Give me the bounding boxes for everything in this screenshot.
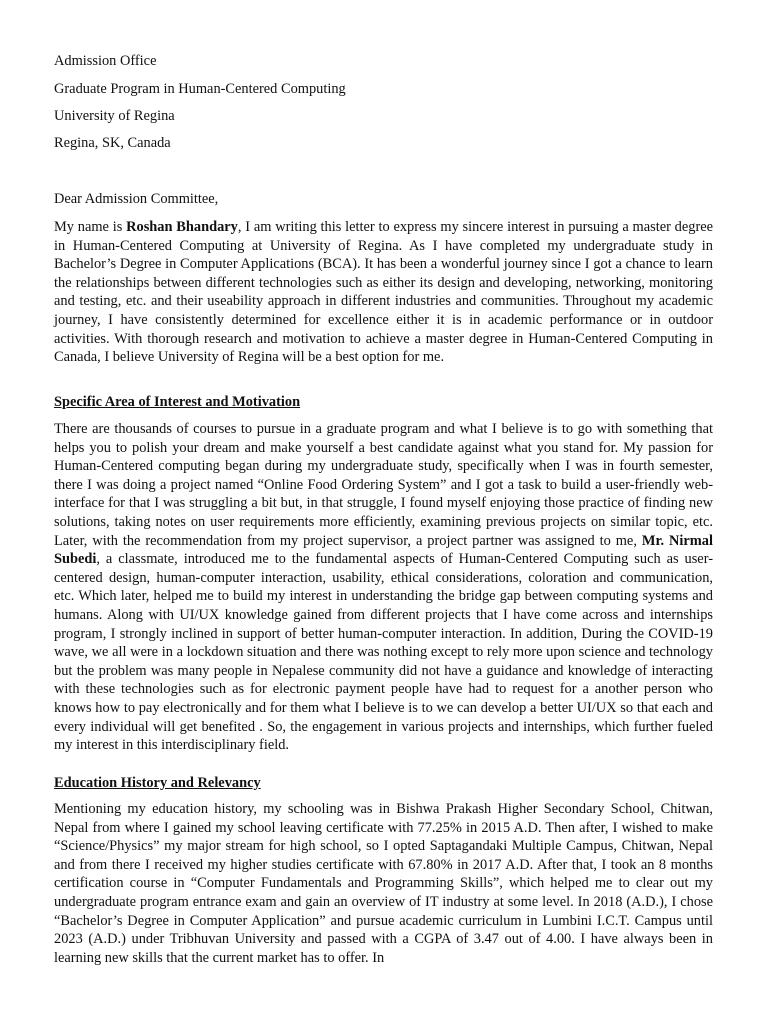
salutation: Dear Admission Committee, (54, 191, 219, 207)
intro-paragraph (54, 218, 713, 367)
applicant-name: Roshan Bhandary (126, 219, 238, 235)
address-line-university: University of Regina (54, 108, 175, 124)
partner-name: Mr. Nirmal Subedi (54, 532, 713, 568)
intro-text-start: My name is (54, 219, 127, 235)
interest-text-start: There are thousands of courses to pursue in a graduate program and what I believe is to go with something that helps you to polish your dream and make yourself a best candidate against what you stand for. My passion for Human-Centered computing began during my undergraduate study, specifically when I was in fourth semester, there I was doing a project named “Online Food Ordering System” and I got a task to build a user-friendly web-interface for that I was struggling a bit but, in that struggle, I found myself enjoying those practice of finding new solutions, taking notes on user requirements more efficiently, examining previous projects on similar topic, etc. Later, with the recommendation from my project supervisor, a project partner was assigned to me, (54, 421, 713, 549)
intro-text-rest: , I am writing this letter to express my sincere interest in pursuing a master degree in Human-Centered Computing at University of Regina. As I have completed my undergraduate study in Bachelor’s Degree in Computer Applications (BCA). It has been a wonderful journey since I got a chance to learn the relationships between different technologies such as either its design and developing, networking, monitoring and testing, etc. and their useability approach in different industries and communities. Throughout my academic journey, I have consistently determined for excellence either it is in academic performance or in outdoor activities. With thorough research and motivation to achieve a master degree in Human-Centered Computing in Canada, I believe University of Regina will be a best option for me. (54, 219, 714, 366)
address-line-office: Admission Office (54, 53, 157, 69)
education-paragraph: Mentioning my education history, my schooling was in Bishwa Prakash Higher Secondary School, Chitwan, Nepal from where I gained my school leaving certificate with 77.25% in 2015 A.D. Then after, I wished to make “Science/Physics” my major stream for high school, so I opted Saptagandaki Multiple Campus, Chitwan, Nepal and from there I received my higher studies certificate with 67.80% in 2017 A.D. After that, I took an 8 months certification course in “Computer Fundamentals and Programming Skills”, which helped me to clear out my undergraduate program entrance exam and gain an overview of IT industry at some level. In 2018 (A.D.), I chose “Bachelor’s Degree in Computer Application” and pursue academic curriculum in Lumbini I.C.T. Campus until 2023 (A.D.) under Tribhuvan University and passed with a CGPA of 3.47 out of 4.00. I have always been in learning new skills that the current market has to offer. In (54, 801, 713, 966)
address-line-location: Regina, SK, Canada (54, 135, 171, 151)
interest-paragraph (54, 420, 713, 755)
interest-text-rest: , a classmate, introduced me to the fundamental aspects of Human-Centered Computing such as user-centered design, human-computer interaction, usability, ethical considerations, coloration and communication, etc. Which later, helped me to build my interest in understanding the bridge gap between computing systems and humans. Along with UI/UX knowledge gained from different projects that I have come across and internships program, I strongly inclined in support of better human-computer interaction. In addition, During the COVID-19 wave, we all were in a lockdown situation and there was nothing except to rely more upon science and technology but the problem was many people in Nepalese community did not have a guidance and knowledge of interacting with these technologies such as for electronic payment people have had to request for a another person who knows how to pay electronically and for them what I believe is to we can develop a better UI/UX so that each and every individual will get benefited . So, the engagement in various projects and internships, which further fueled my interest in this interdisciplinary field. (54, 551, 713, 754)
section-heading-education: Education History and Relevancy (54, 775, 261, 791)
address-line-program: Graduate Program in Human-Centered Computing (54, 81, 346, 97)
section-heading-interest: Specific Area of Interest and Motivation (54, 394, 301, 410)
